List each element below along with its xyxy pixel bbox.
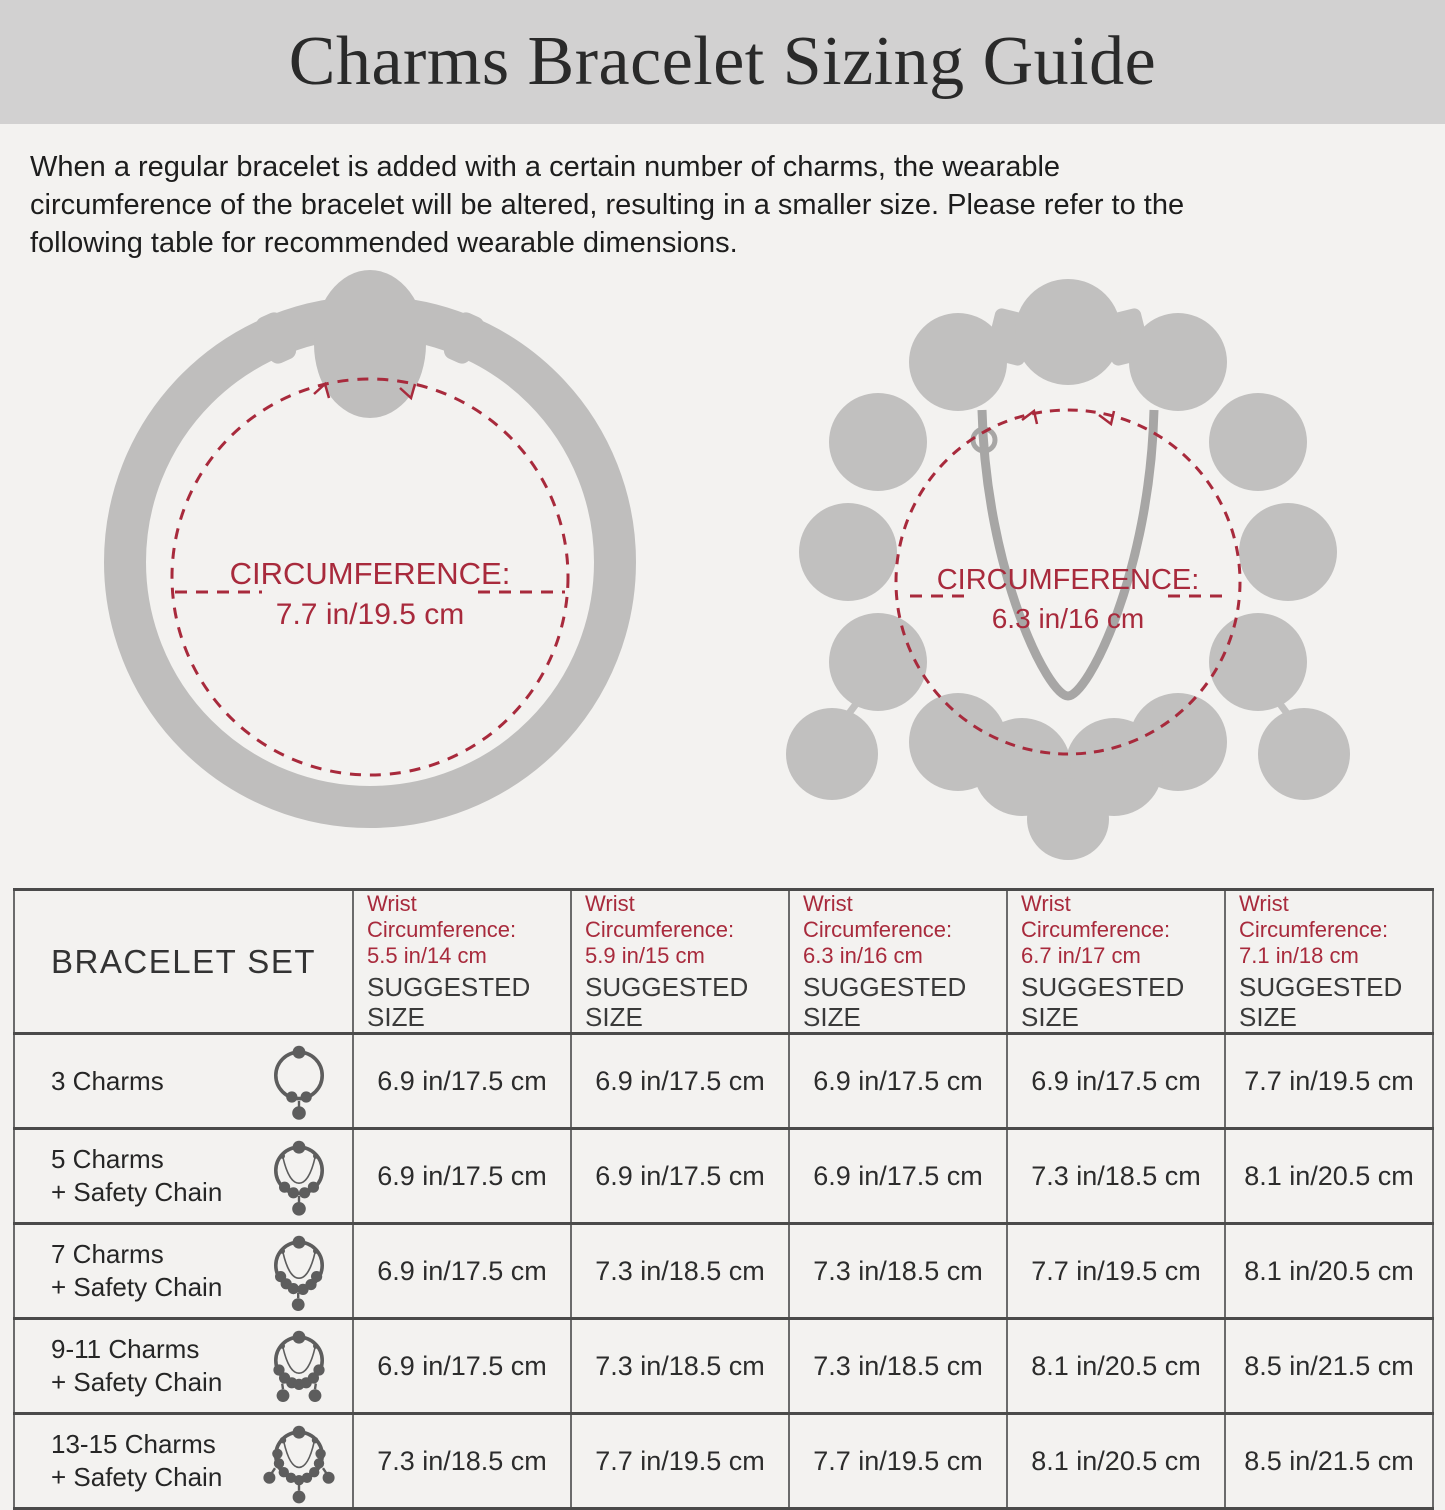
intro-line: When a regular bracelet is added with a certain number of charms, the wearable <box>30 151 1061 183</box>
circumference-value: 7.7 in/19.5 cm <box>275 598 465 631</box>
intro-line: circumference of the bracelet will be altered, resulting in a smaller size. Please refer to the <box>30 189 1185 221</box>
column-header-wrist-15cm <box>571 890 789 1034</box>
wrist-circumference-value: 7.1 in/18 cm <box>1239 943 1359 968</box>
dangling-charms <box>786 696 1350 860</box>
bracelet-set-icon <box>258 1132 340 1220</box>
bracelet-set-icon <box>258 1037 340 1125</box>
size-cell: 8.1 in/20.5 cm <box>1007 1319 1225 1414</box>
size-cell: 8.1 in/20.5 cm <box>1225 1224 1433 1319</box>
wrist-circumference-value: 6.7 in/17 cm <box>1021 943 1141 968</box>
size-cell: 8.5 in/21.5 cm <box>1225 1319 1433 1414</box>
masthead <box>0 0 1445 124</box>
circumference-label: CIRCUMFERENCE: <box>229 556 511 591</box>
table-row <box>14 1129 1433 1224</box>
diagrams-section <box>0 262 1445 876</box>
circumference-label: CIRCUMFERENCE: <box>936 564 1200 596</box>
dashed-arrow-tick <box>314 384 329 398</box>
suggested-size-label: SUGGESTED SIZE <box>803 972 967 1032</box>
size-cell: 8.5 in/21.5 cm <box>1225 1414 1433 1509</box>
wrist-circumference-value: 6.3 in/16 cm <box>803 943 923 968</box>
size-cell: 7.3 in/18.5 cm <box>571 1224 789 1319</box>
intro-paragraph <box>0 124 1445 262</box>
intro-line: following table for recommended wearable dimensions. <box>30 227 738 259</box>
bracelet-set-icon <box>258 1227 340 1315</box>
sizing-table <box>13 888 1434 1510</box>
size-cell: 6.9 in/17.5 cm <box>1007 1034 1225 1129</box>
dashed-arrow-tick <box>1022 411 1037 424</box>
size-cell: 7.3 in/18.5 cm <box>1007 1129 1225 1224</box>
bracelet-set-cell <box>14 1319 353 1414</box>
size-cell: 7.3 in/18.5 cm <box>789 1319 1007 1414</box>
wrist-circumference-label: Wrist Circumference: <box>1021 891 1171 942</box>
size-cell: 6.9 in/17.5 cm <box>353 1319 571 1414</box>
set-label: 3 Charms <box>51 1065 164 1096</box>
size-cell: 7.7 in/19.5 cm <box>1007 1224 1225 1319</box>
table-header-row <box>14 890 1433 1034</box>
size-cell: 7.7 in/19.5 cm <box>1225 1034 1433 1129</box>
charm-beads <box>799 279 1337 816</box>
bracelet-set-icon <box>258 1417 340 1505</box>
size-cell: 7.3 in/18.5 cm <box>789 1224 1007 1319</box>
size-cell: 7.3 in/18.5 cm <box>353 1414 571 1509</box>
table-row <box>14 1034 1433 1129</box>
set-label: 7 Charms <box>51 1239 164 1269</box>
size-cell: 8.1 in/20.5 cm <box>1007 1414 1225 1509</box>
column-header-wrist-18cm <box>1225 890 1433 1034</box>
wrist-circumference-label: Wrist Circumference: <box>367 891 517 942</box>
wrist-circumference-label: Wrist Circumference: <box>1239 891 1389 942</box>
bracelet-set-cell <box>14 1129 353 1224</box>
wrist-circumference-value: 5.9 in/15 cm <box>585 943 705 968</box>
column-header-wrist-16cm <box>789 890 1007 1034</box>
size-cell: 7.7 in/19.5 cm <box>571 1414 789 1509</box>
set-label: 13-15 Charms <box>51 1429 216 1459</box>
circumference-value: 6.3 in/16 cm <box>991 603 1145 634</box>
suggested-size-label: SUGGESTED SIZE <box>1021 972 1185 1032</box>
set-label: 9-11 Charms <box>51 1334 200 1364</box>
page-title: Charms Bracelet Sizing Guide <box>288 23 1157 100</box>
size-cell: 6.9 in/17.5 cm <box>353 1034 571 1129</box>
suggested-size-label: SUGGESTED SIZE <box>1239 972 1403 1032</box>
size-cell: 6.9 in/17.5 cm <box>789 1034 1007 1129</box>
table-row <box>14 1414 1433 1509</box>
table-row <box>14 1319 1433 1414</box>
wrist-circumference-value: 5.5 in/14 cm <box>367 943 487 968</box>
suggested-size-label: SUGGESTED SIZE <box>585 972 749 1032</box>
set-sublabel: + Safety Chain <box>51 1367 223 1397</box>
size-cell: 6.9 in/17.5 cm <box>571 1129 789 1224</box>
set-sublabel: + Safety Chain <box>51 1177 223 1207</box>
bracelet-set-icon <box>258 1322 340 1410</box>
bracelet-set-cell <box>14 1224 353 1319</box>
column-header-wrist-17cm <box>1007 890 1225 1034</box>
charm-bracelet-illustration <box>716 262 1422 862</box>
size-cell: 6.9 in/17.5 cm <box>571 1034 789 1129</box>
suggested-size-label: SUGGESTED SIZE <box>367 972 531 1032</box>
wrist-circumference-label: Wrist Circumference: <box>585 891 735 942</box>
size-cell: 6.9 in/17.5 cm <box>353 1224 571 1319</box>
bracelet-set-cell <box>14 1414 353 1509</box>
size-cell: 7.7 in/19.5 cm <box>789 1414 1007 1509</box>
set-sublabel: + Safety Chain <box>51 1272 223 1302</box>
set-sublabel: + Safety Chain <box>51 1462 223 1492</box>
column-header-bracelet-set: BRACELET SET <box>14 890 353 1034</box>
table-row <box>14 1224 1433 1319</box>
plain-bracelet-illustration <box>40 262 680 862</box>
size-cell: 7.3 in/18.5 cm <box>571 1319 789 1414</box>
wrist-circumference-label: Wrist Circumference: <box>803 891 953 942</box>
size-cell: 6.9 in/17.5 cm <box>789 1129 1007 1224</box>
bracelet-set-cell <box>14 1034 353 1129</box>
column-header-wrist-14cm <box>353 890 571 1034</box>
size-cell: 6.9 in/17.5 cm <box>353 1129 571 1224</box>
safety-chain <box>973 410 1154 696</box>
size-cell: 8.1 in/20.5 cm <box>1225 1129 1433 1224</box>
set-label: 5 Charms <box>51 1144 164 1174</box>
